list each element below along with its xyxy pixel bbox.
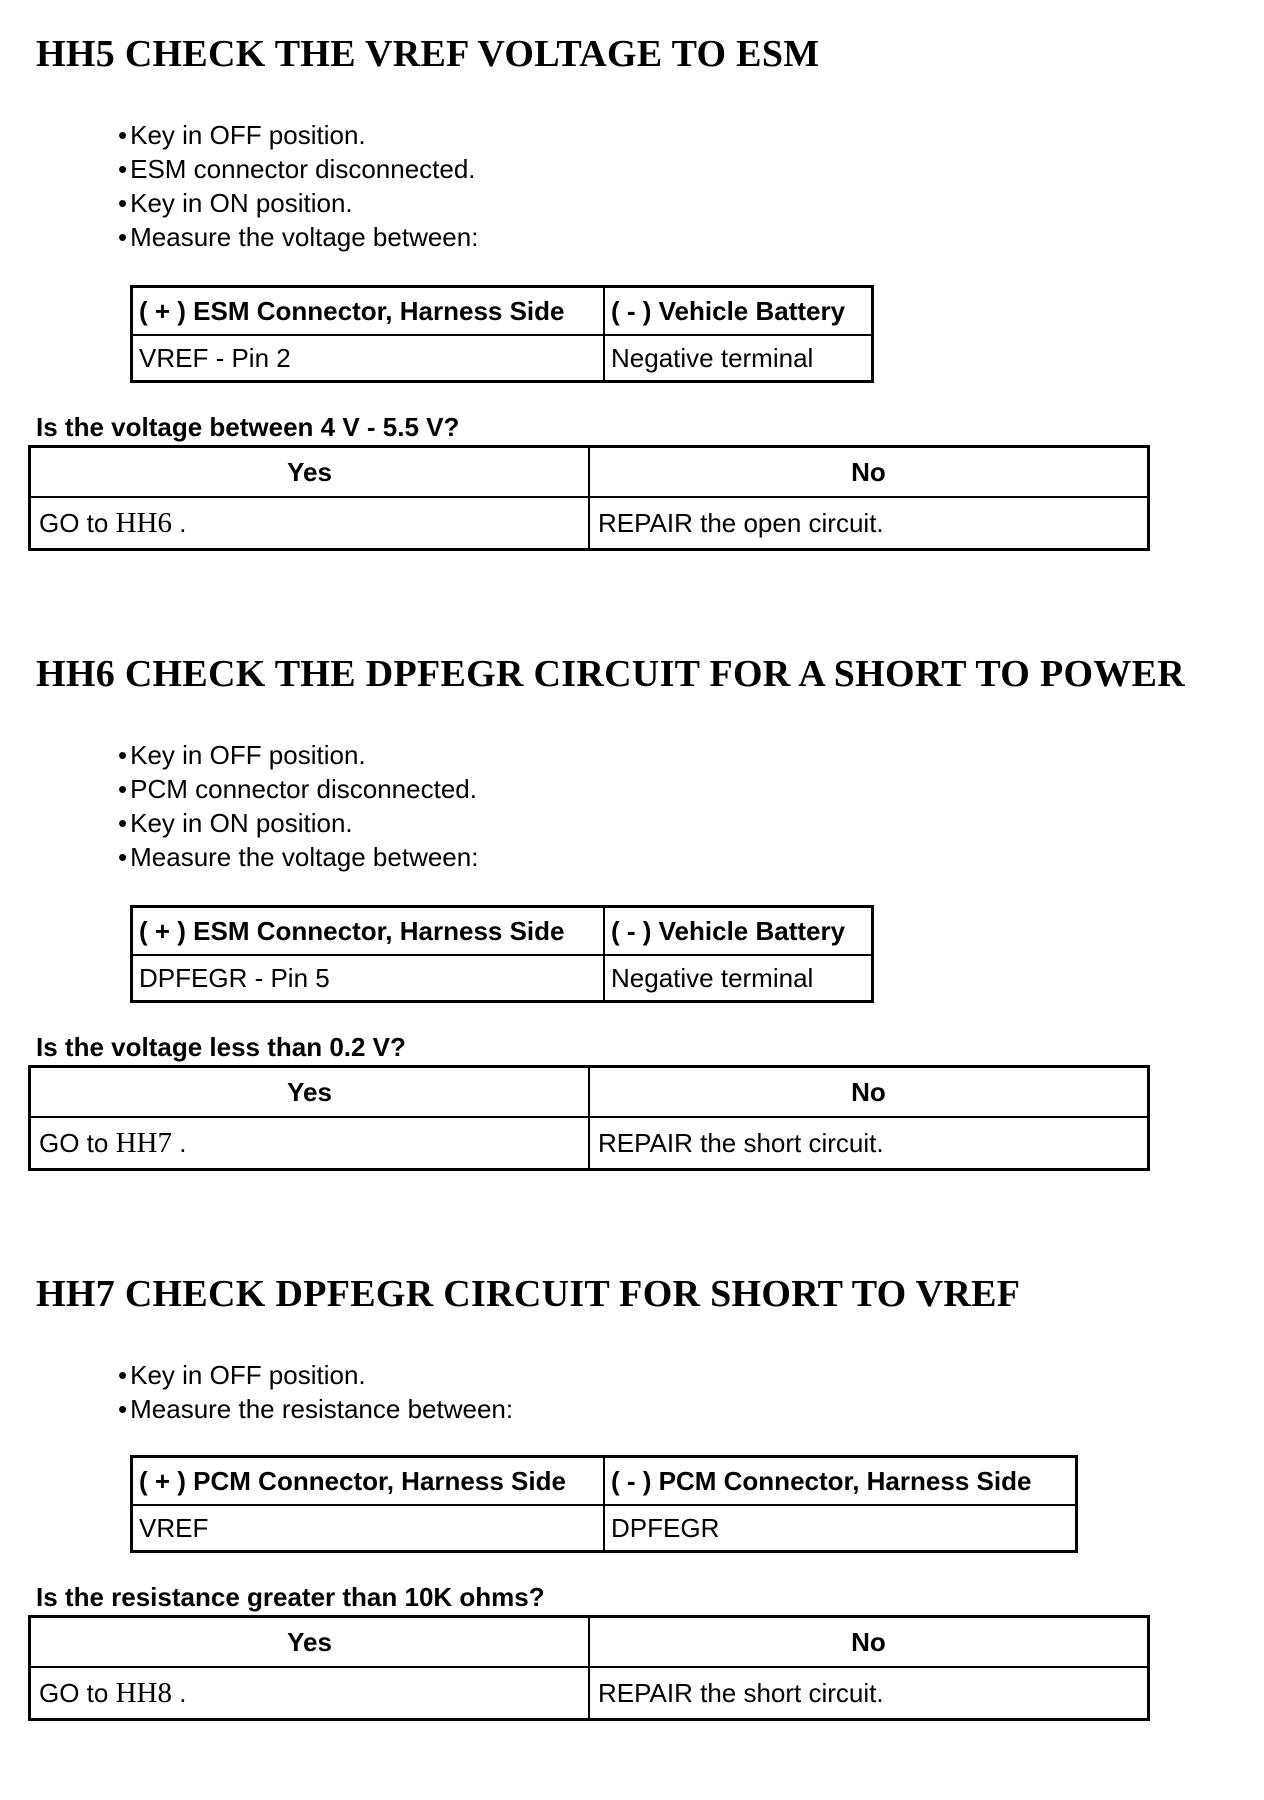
goto-link[interactable]: HH7 (115, 1126, 172, 1159)
table-header-row (30, 1617, 1149, 1668)
table-cell: DPFEGR - Pin 5 (132, 955, 605, 1002)
step-item: • PCM connector disconnected. (118, 772, 478, 806)
step-list (118, 738, 478, 874)
table-cell: DPFEGR (604, 1505, 1077, 1552)
answer-table (28, 1615, 1150, 1721)
step-list (118, 118, 478, 254)
section-title: HH6 CHECK THE DPFEGR CIRCUIT FOR A SHORT TO POWER (36, 653, 1186, 695)
goto-link[interactable]: HH8 (115, 1676, 172, 1709)
table-header-row (132, 1457, 1077, 1506)
column-header: ( + ) PCM Connector, Harness Side (132, 1457, 605, 1506)
no-header: No (589, 1067, 1149, 1118)
section-hh5 (0, 0, 1264, 560)
table-cell: Negative terminal (604, 335, 873, 382)
no-cell: REPAIR the short circuit. (589, 1117, 1149, 1170)
column-header: ( + ) ESM Connector, Harness Side (132, 287, 605, 336)
table-row (30, 1117, 1149, 1170)
step-item: • ESM connector disconnected. (118, 152, 478, 186)
answer-table (28, 1065, 1150, 1171)
table-row (30, 497, 1149, 550)
goto-prefix: GO to (39, 1677, 109, 1708)
step-list (118, 1358, 513, 1426)
yes-cell (30, 497, 590, 550)
goto-suffix: . (179, 1677, 187, 1708)
table-row (132, 1505, 1077, 1552)
no-cell: REPAIR the open circuit. (589, 497, 1149, 550)
measurement-table (130, 905, 874, 1003)
yes-header: Yes (30, 1067, 590, 1118)
no-cell: REPAIR the short circuit. (589, 1667, 1149, 1720)
section-title: HH7 CHECK DPFEGR CIRCUIT FOR SHORT TO VREF (36, 1273, 1021, 1315)
yes-cell (30, 1117, 590, 1170)
step-item: • Measure the voltage between: (118, 220, 478, 254)
goto-suffix: . (179, 1127, 187, 1158)
table-header-row (30, 447, 1149, 498)
step-item: • Key in OFF position. (118, 118, 478, 152)
step-item: • Key in ON position. (118, 806, 478, 840)
step-item: • Measure the voltage between: (118, 840, 478, 874)
section-hh7 (0, 1240, 1264, 1800)
table-header-row (132, 907, 873, 956)
column-header: ( + ) ESM Connector, Harness Side (132, 907, 605, 956)
step-item: • Key in OFF position. (118, 1358, 513, 1392)
measurement-table (130, 1455, 1078, 1553)
section-title: HH5 CHECK THE VREF VOLTAGE TO ESM (36, 33, 820, 75)
table-header-row (30, 1067, 1149, 1118)
measurement-table (130, 285, 874, 383)
column-header: ( - ) Vehicle Battery (604, 287, 873, 336)
goto-link[interactable]: HH6 (115, 506, 172, 539)
table-cell: Negative terminal (604, 955, 873, 1002)
question-text: Is the voltage less than 0.2 V? (36, 1032, 406, 1062)
table-row (30, 1667, 1149, 1720)
table-row (132, 335, 873, 382)
question-text: Is the resistance greater than 10K ohms? (36, 1582, 545, 1612)
yes-header: Yes (30, 1617, 590, 1668)
yes-header: Yes (30, 447, 590, 498)
goto-prefix: GO to (39, 1127, 109, 1158)
yes-cell (30, 1667, 590, 1720)
answer-table (28, 445, 1150, 551)
step-item: • Key in OFF position. (118, 738, 478, 772)
no-header: No (589, 1617, 1149, 1668)
section-hh6 (0, 620, 1264, 1180)
step-item: • Key in ON position. (118, 186, 478, 220)
no-header: No (589, 447, 1149, 498)
table-cell: VREF (132, 1505, 605, 1552)
table-row (132, 955, 873, 1002)
question-text: Is the voltage between 4 V - 5.5 V? (36, 412, 460, 442)
goto-suffix: . (179, 507, 187, 538)
column-header: ( - ) Vehicle Battery (604, 907, 873, 956)
column-header: ( - ) PCM Connector, Harness Side (604, 1457, 1077, 1506)
step-item: • Measure the resistance between: (118, 1392, 513, 1426)
table-cell: VREF - Pin 2 (132, 335, 605, 382)
goto-prefix: GO to (39, 507, 109, 538)
table-header-row (132, 287, 873, 336)
